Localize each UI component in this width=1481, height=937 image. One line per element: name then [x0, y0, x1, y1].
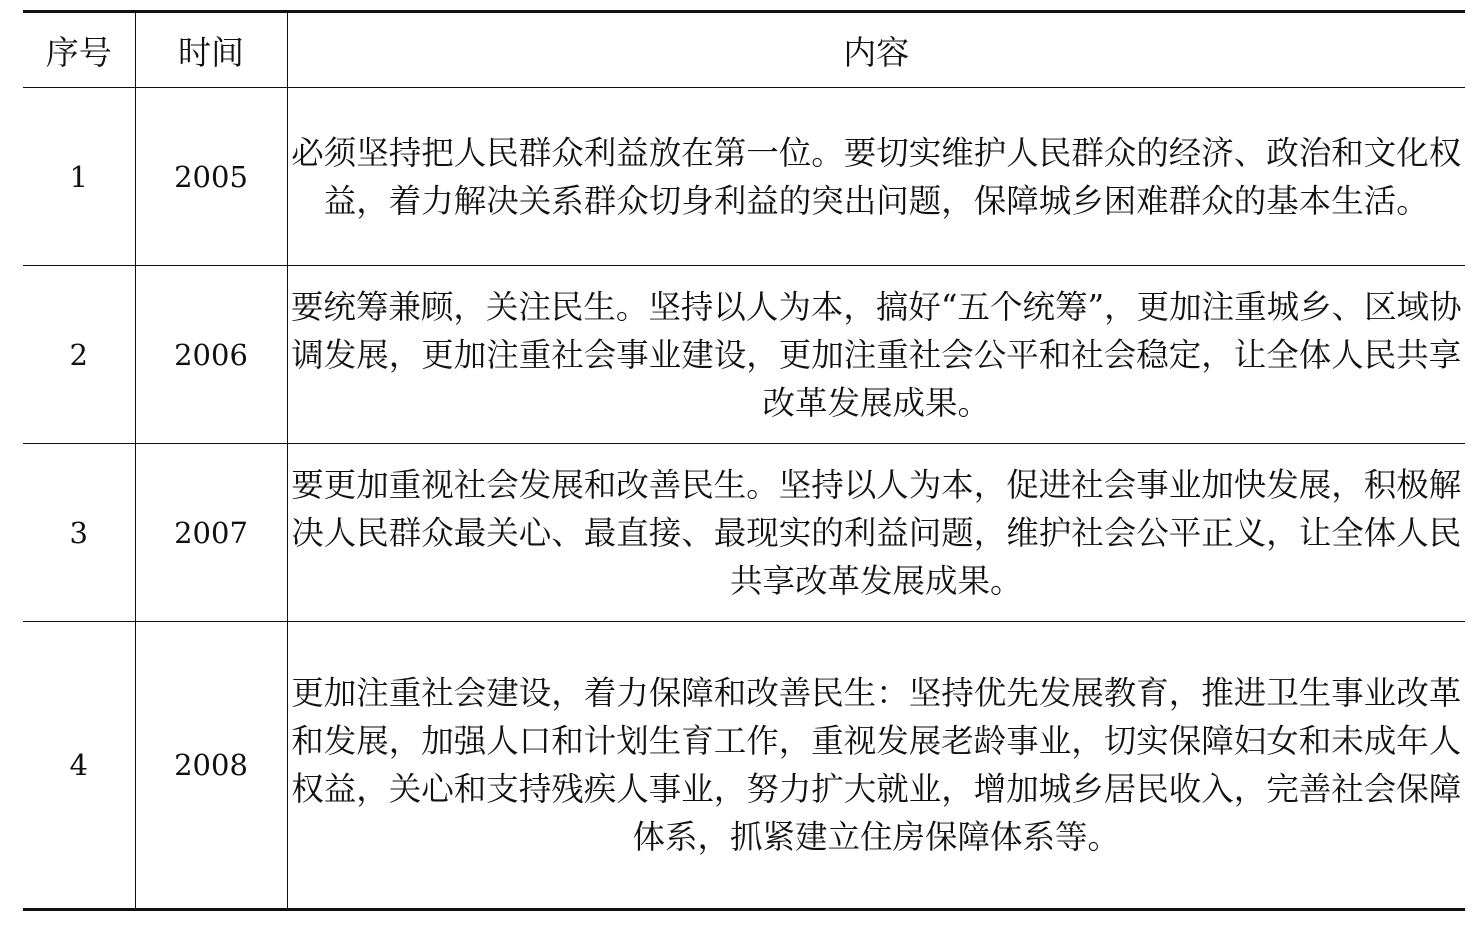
table-header-row — [23, 12, 1465, 88]
row-year: 2005 — [135, 88, 287, 266]
table-row — [23, 88, 1465, 266]
row-index: 1 — [23, 88, 135, 266]
table-row — [23, 622, 1465, 910]
table-row — [23, 444, 1465, 622]
row-content: 要统筹兼顾，关注民生。坚持以人为本，搞好“五个统筹”，更加注重城乡、区域协调发展，更加注重社会事业建设，更加注重社会公平和社会稳定，让全体人民共享改革发展成果。 — [287, 266, 1465, 444]
row-year: 2007 — [135, 444, 287, 622]
row-index: 3 — [23, 444, 135, 622]
row-index: 2 — [23, 266, 135, 444]
row-content: 要更加重视社会发展和改善民生。坚持以人为本，促进社会事业加快发展，积极解决人民群众最关心、最直接、最现实的利益问题，维护社会公平正义，让全体人民共享改革发展成果。 — [287, 444, 1465, 622]
policy-table — [23, 10, 1465, 911]
row-content: 必须坚持把人民群众利益放在第一位。要切实维护人民群众的经济、政治和文化权益，着力解决关系群众切身利益的突出问题，保障城乡困难群众的基本生活。 — [287, 88, 1465, 266]
row-year: 2008 — [135, 622, 287, 910]
row-index: 4 — [23, 622, 135, 910]
row-content: 更加注重社会建设，着力保障和改善民生：坚持优先发展教育，推进卫生事业改革和发展，加强人口和计划生育工作，重视发展老龄事业，切实保障妇女和未成年人权益，关心和支持残疾人事业，努力扩大就业，增加城乡居民收入，完善社会保障体系，抓紧建立住房保障体系等。 — [287, 622, 1465, 910]
table-row — [23, 266, 1465, 444]
row-year: 2006 — [135, 266, 287, 444]
header-content: 内容 — [287, 12, 1465, 88]
header-index: 序号 — [23, 12, 135, 88]
header-time: 时间 — [135, 12, 287, 88]
